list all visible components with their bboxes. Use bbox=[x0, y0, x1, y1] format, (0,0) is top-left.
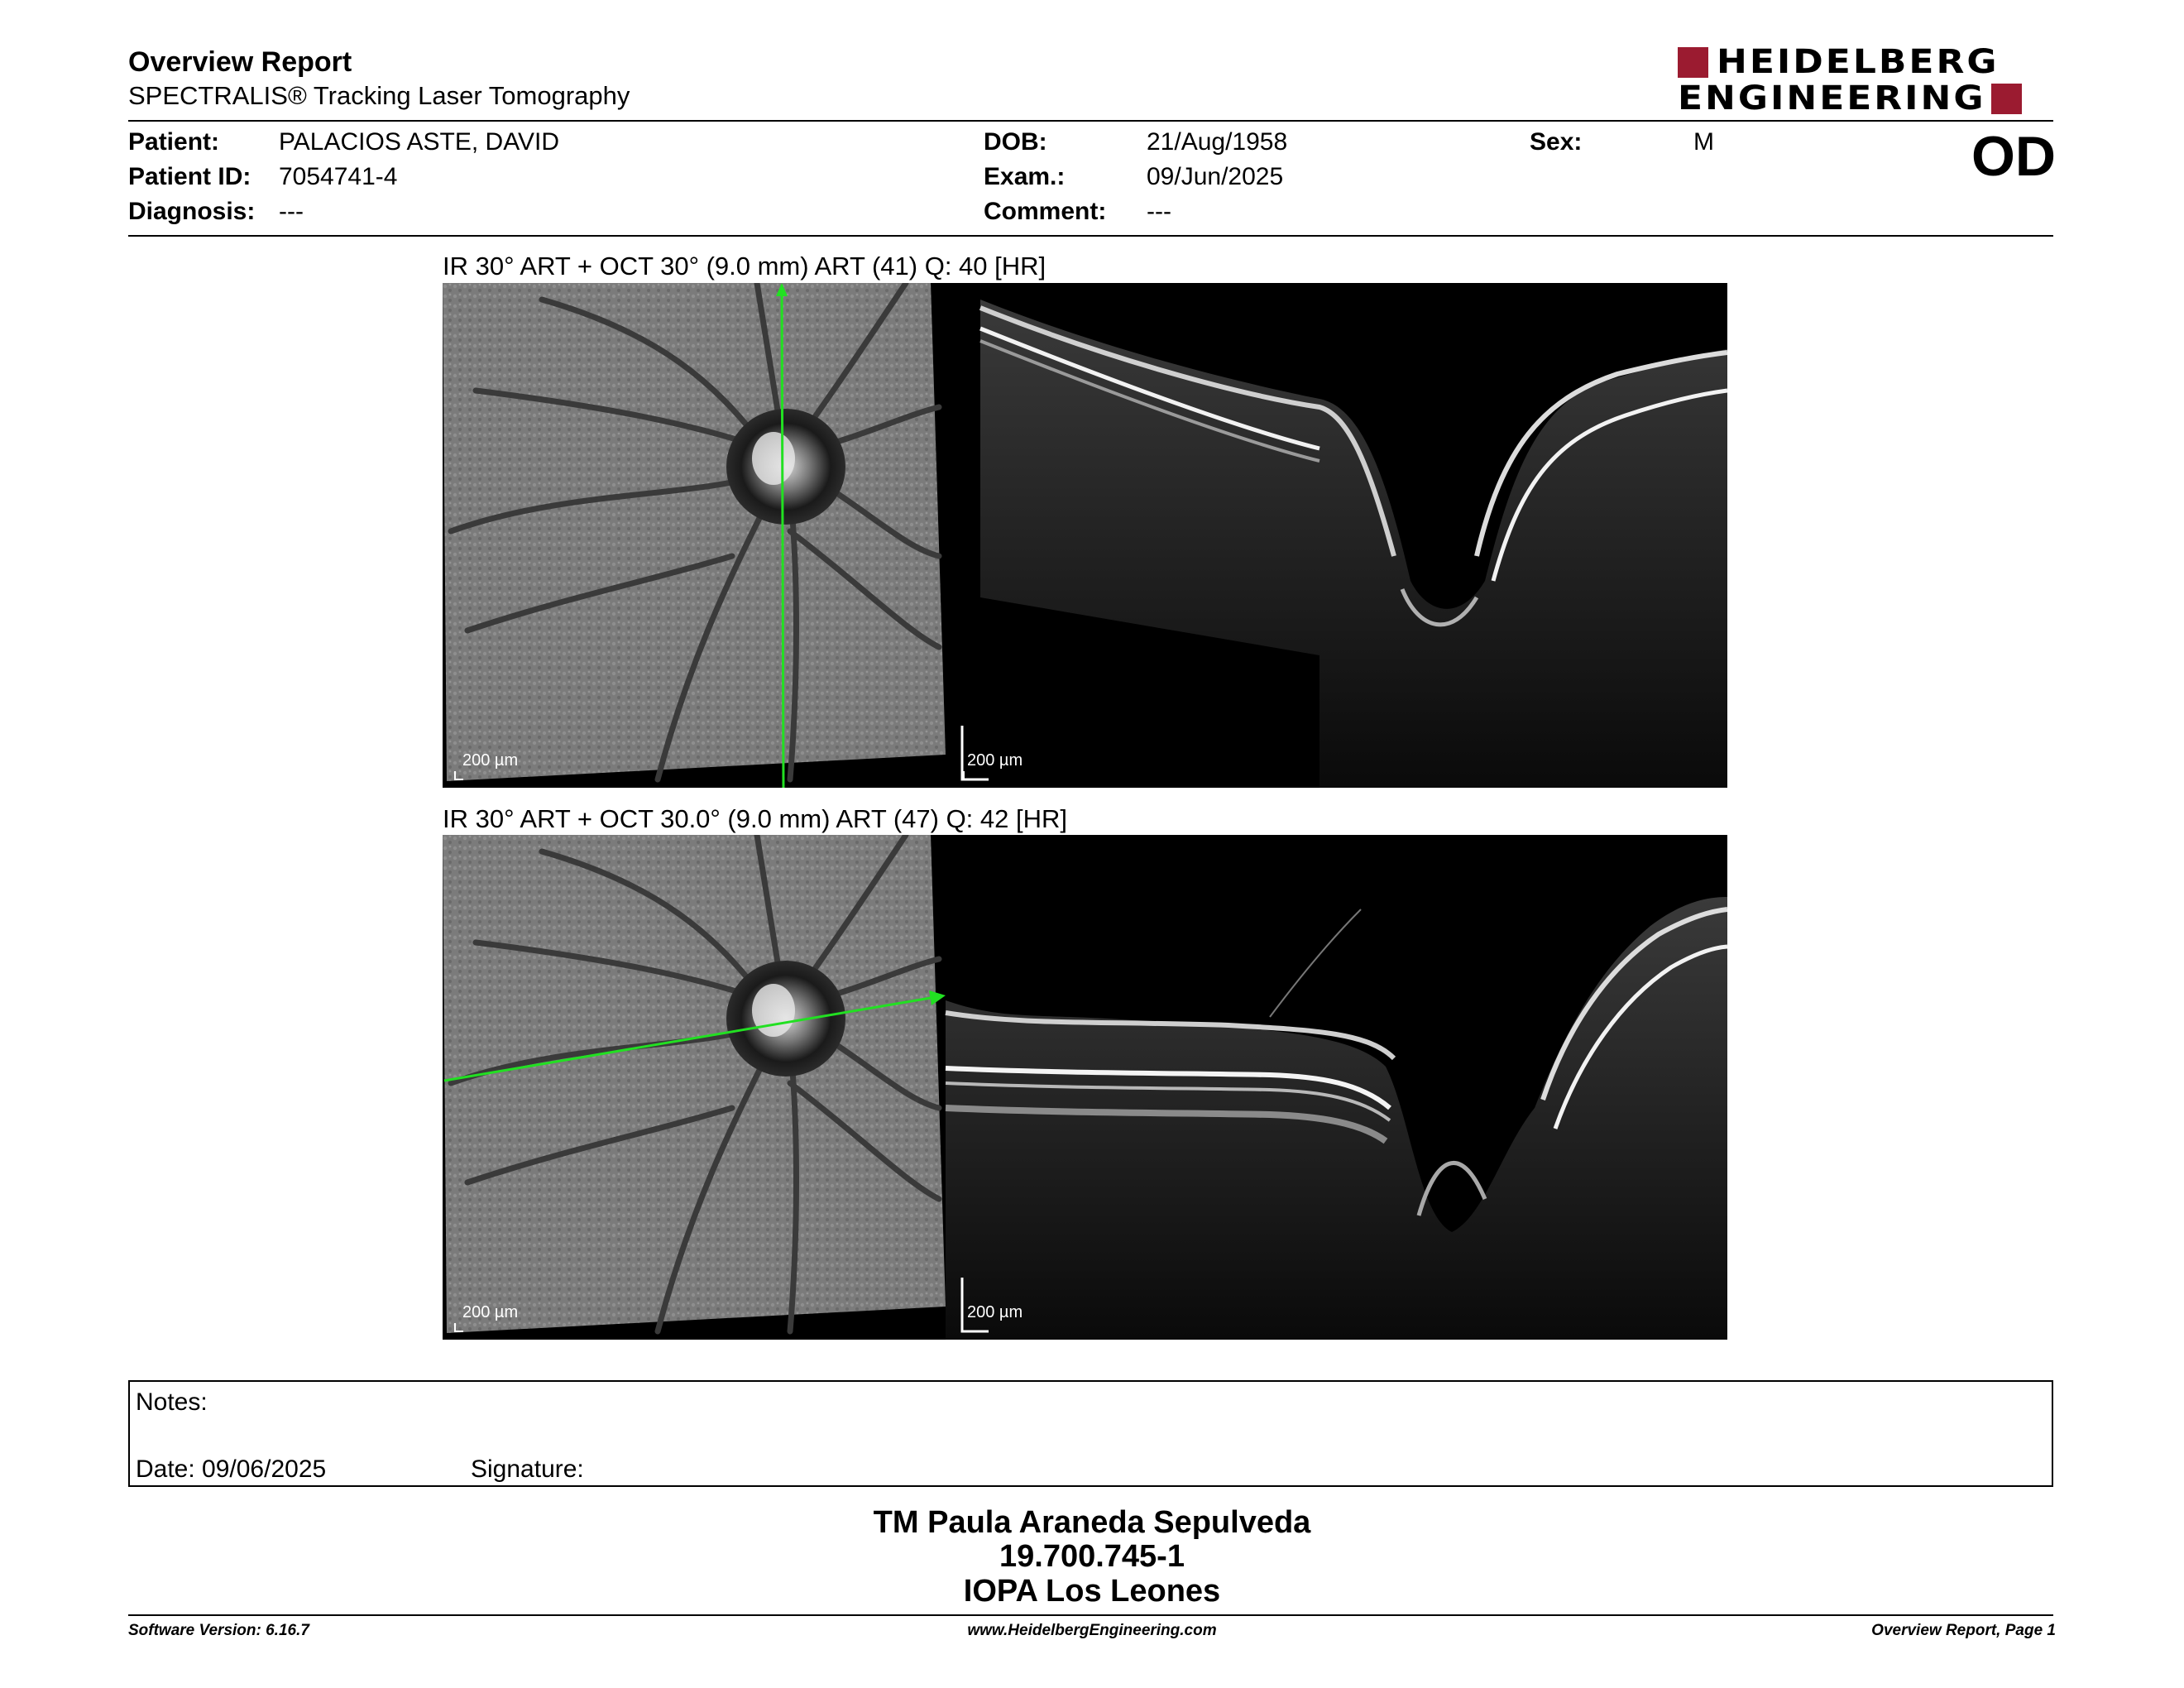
report-title: Overview Report bbox=[128, 46, 352, 78]
panel1-oct-scale: 200 µm bbox=[967, 751, 1023, 770]
logo-square-icon bbox=[1678, 47, 1708, 78]
footer-software-version: Software Version: 6.16.7 bbox=[128, 1622, 309, 1639]
footer-website-link[interactable]: www.HeidelbergEngineering.com bbox=[967, 1622, 1217, 1639]
panel1-title: IR 30° ART + OCT 30° (9.0 mm) ART (41) Q: 40 [HR] bbox=[443, 252, 1046, 281]
panel2-fundus-scale: 200 µm bbox=[462, 1303, 519, 1321]
heidelberg-logo bbox=[1678, 42, 2057, 117]
panel1-fundus-scale: 200 µm bbox=[462, 751, 519, 770]
diagnosis-value: --- bbox=[279, 198, 304, 225]
logo-text-line1: HEIDELBERG bbox=[1717, 42, 2000, 81]
oct-bscan-2 bbox=[946, 835, 1727, 1340]
panel1-image bbox=[443, 283, 1727, 788]
logo-square-icon-2 bbox=[1991, 84, 2022, 114]
fundus-image-1 bbox=[443, 283, 946, 788]
report-subtitle: SPECTRALIS® Tracking Laser Tomography bbox=[128, 81, 630, 110]
footer-divider bbox=[128, 1614, 2053, 1616]
sex-label: Sex: bbox=[1530, 128, 1583, 156]
exam-value: 09/Jun/2025 bbox=[1147, 163, 1284, 190]
notes-box bbox=[128, 1380, 2053, 1487]
fundus-image-2 bbox=[443, 835, 946, 1333]
scan-line-1 bbox=[782, 285, 783, 788]
panel2-svg bbox=[443, 835, 1727, 1340]
patient-name: PALACIOS ASTE, DAVID bbox=[279, 128, 559, 156]
panel1-svg bbox=[443, 283, 1727, 788]
header-divider bbox=[128, 120, 2053, 122]
diagnosis-label: Diagnosis: bbox=[128, 198, 256, 225]
panel2-oct-scale: 200 µm bbox=[967, 1303, 1023, 1321]
signer-id: 19.700.745-1 bbox=[999, 1539, 1185, 1574]
exam-label: Exam.: bbox=[984, 163, 1066, 190]
eye-indicator: OD bbox=[1971, 125, 2056, 188]
sex-value: M bbox=[1693, 128, 1714, 156]
oct-bscan-1 bbox=[962, 283, 1727, 788]
dob-value: 21/Aug/1958 bbox=[1147, 128, 1288, 156]
logo-text-line2: ENGINEERING bbox=[1678, 79, 1986, 117]
scan-arrow-2-icon bbox=[929, 990, 946, 1005]
patient-divider bbox=[128, 235, 2053, 237]
comment-value: --- bbox=[1147, 198, 1171, 225]
notes-signature: Signature: bbox=[471, 1455, 584, 1483]
dob-label: DOB: bbox=[984, 128, 1047, 156]
comment-label: Comment: bbox=[984, 198, 1107, 225]
signer-name: TM Paula Araneda Sepulveda bbox=[873, 1505, 1311, 1540]
patient-id-label: Patient ID: bbox=[128, 163, 251, 190]
signer-institution: IOPA Los Leones bbox=[963, 1574, 1221, 1609]
patient-id: 7054741-4 bbox=[279, 163, 398, 190]
notes-label: Notes: bbox=[136, 1388, 208, 1416]
panel2-image bbox=[443, 835, 1727, 1340]
footer-page-info: Overview Report, Page 1 bbox=[1871, 1622, 2056, 1639]
notes-date: Date: 09/06/2025 bbox=[136, 1455, 327, 1483]
patient-label: Patient: bbox=[128, 128, 220, 156]
panel2-title: IR 30° ART + OCT 30.0° (9.0 mm) ART (47) Q: 42 [HR] bbox=[443, 804, 1068, 833]
